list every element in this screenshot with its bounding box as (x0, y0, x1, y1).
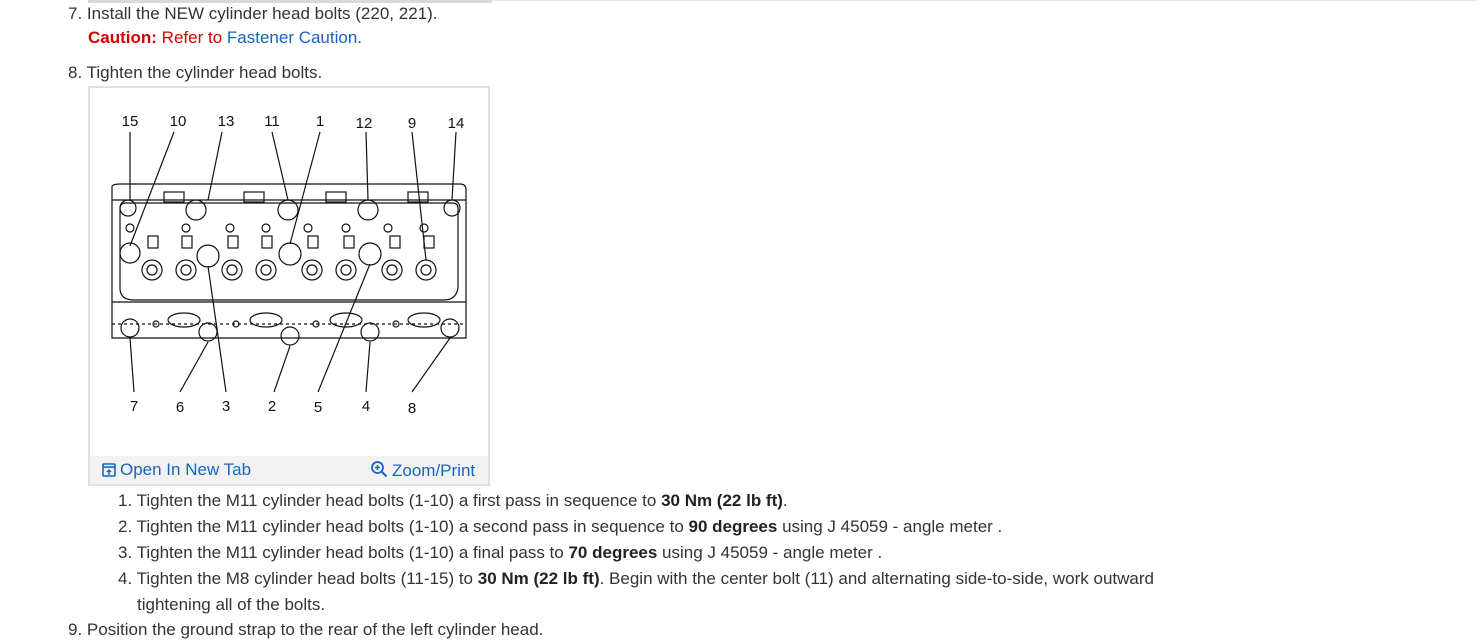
substep-4-continuation: tightening all of the bolts. (137, 595, 326, 614)
bolt-label-bottom: 3 (221, 398, 231, 415)
cylinder-head-diagram (90, 88, 488, 456)
bolt-label-bottom: 2 (267, 398, 277, 415)
angle-value: 90 degrees (688, 517, 778, 536)
open-in-new-tab-icon (102, 462, 116, 482)
substep-text: Tighten the M11 cylinder head bolts (1-10) a final pass to (136, 543, 569, 562)
zoom-print-link[interactable] (370, 460, 475, 483)
caution-note (88, 28, 362, 48)
substep-2 (118, 517, 1002, 537)
angle-value: 70 degrees (568, 543, 658, 562)
bolt-sequence-figure (88, 86, 490, 486)
step-7 (68, 4, 438, 24)
substep-number: 1. (118, 491, 133, 510)
figure-toolbar (90, 456, 488, 484)
substep-1 (118, 491, 788, 511)
bolt-label-top: 12 (355, 115, 373, 132)
substep-text: Tighten the M8 cylinder head bolts (11-15) to (136, 569, 478, 588)
bolt-label-top: 11 (264, 113, 280, 130)
step-text: Position the ground strap to the rear of the left cylinder head. (86, 620, 544, 639)
substep-number: 2. (118, 517, 133, 536)
caution-label: Caution: (88, 28, 157, 47)
torque-value: 30 Nm (22 lb ft) (477, 569, 600, 588)
fastener-caution-link[interactable]: Fastener Caution (226, 28, 358, 47)
bolt-label-bottom: 5 (313, 399, 323, 416)
substep-number: 3. (118, 543, 133, 562)
substep-3 (118, 543, 882, 563)
substep-tail: using J 45059 - angle meter . (777, 517, 1003, 536)
substep-number: 4. (118, 569, 133, 588)
step-number: 9. (68, 620, 83, 639)
substep-tail: . (782, 491, 788, 510)
zoom-print-label: Zoom/Print (392, 461, 476, 480)
substep-text: Tighten the M11 cylinder head bolts (1-10) a first pass in sequence to (136, 491, 662, 510)
caution-period: . (357, 28, 363, 47)
step-number: 8. (68, 63, 83, 82)
bolt-label-top: 13 (217, 113, 235, 130)
substep-text: Tighten the M11 cylinder head bolts (1-10) a second pass in sequence to (136, 517, 689, 536)
bolt-label-bottom: 6 (175, 399, 185, 416)
open-in-new-tab-link[interactable] (102, 460, 251, 482)
bolt-label-top: 15 (121, 113, 139, 130)
bolt-label-top: 1 (315, 113, 325, 130)
substep-4 (118, 569, 1154, 589)
substep-tail: . Begin with the center bolt (11) and alternating side-to-side, work outward (599, 569, 1154, 588)
bolt-label-top: 10 (169, 113, 187, 130)
open-in-new-tab-label: Open In New Tab (120, 460, 252, 479)
bolt-label-top: 14 (447, 115, 465, 132)
step-8 (68, 63, 322, 83)
step-number: 7. (68, 4, 83, 23)
bolt-label-bottom: 4 (361, 398, 371, 415)
step-text: Tighten the cylinder head bolts. (86, 63, 323, 82)
zoom-magnifier-icon (370, 460, 388, 483)
step-9 (68, 620, 543, 640)
bolt-label-bottom: 8 (407, 400, 417, 417)
top-right-divider (492, 0, 1477, 1)
bolt-label-top: 9 (407, 115, 417, 132)
substep-tail: using J 45059 - angle meter . (657, 543, 883, 562)
top-divider (88, 0, 492, 3)
step-text: Install the NEW cylinder head bolts (220, 221). (86, 4, 438, 23)
bolt-label-bottom: 7 (129, 398, 139, 415)
torque-value: 30 Nm (22 lb ft) (661, 491, 783, 510)
caution-text: Refer to (161, 28, 223, 47)
